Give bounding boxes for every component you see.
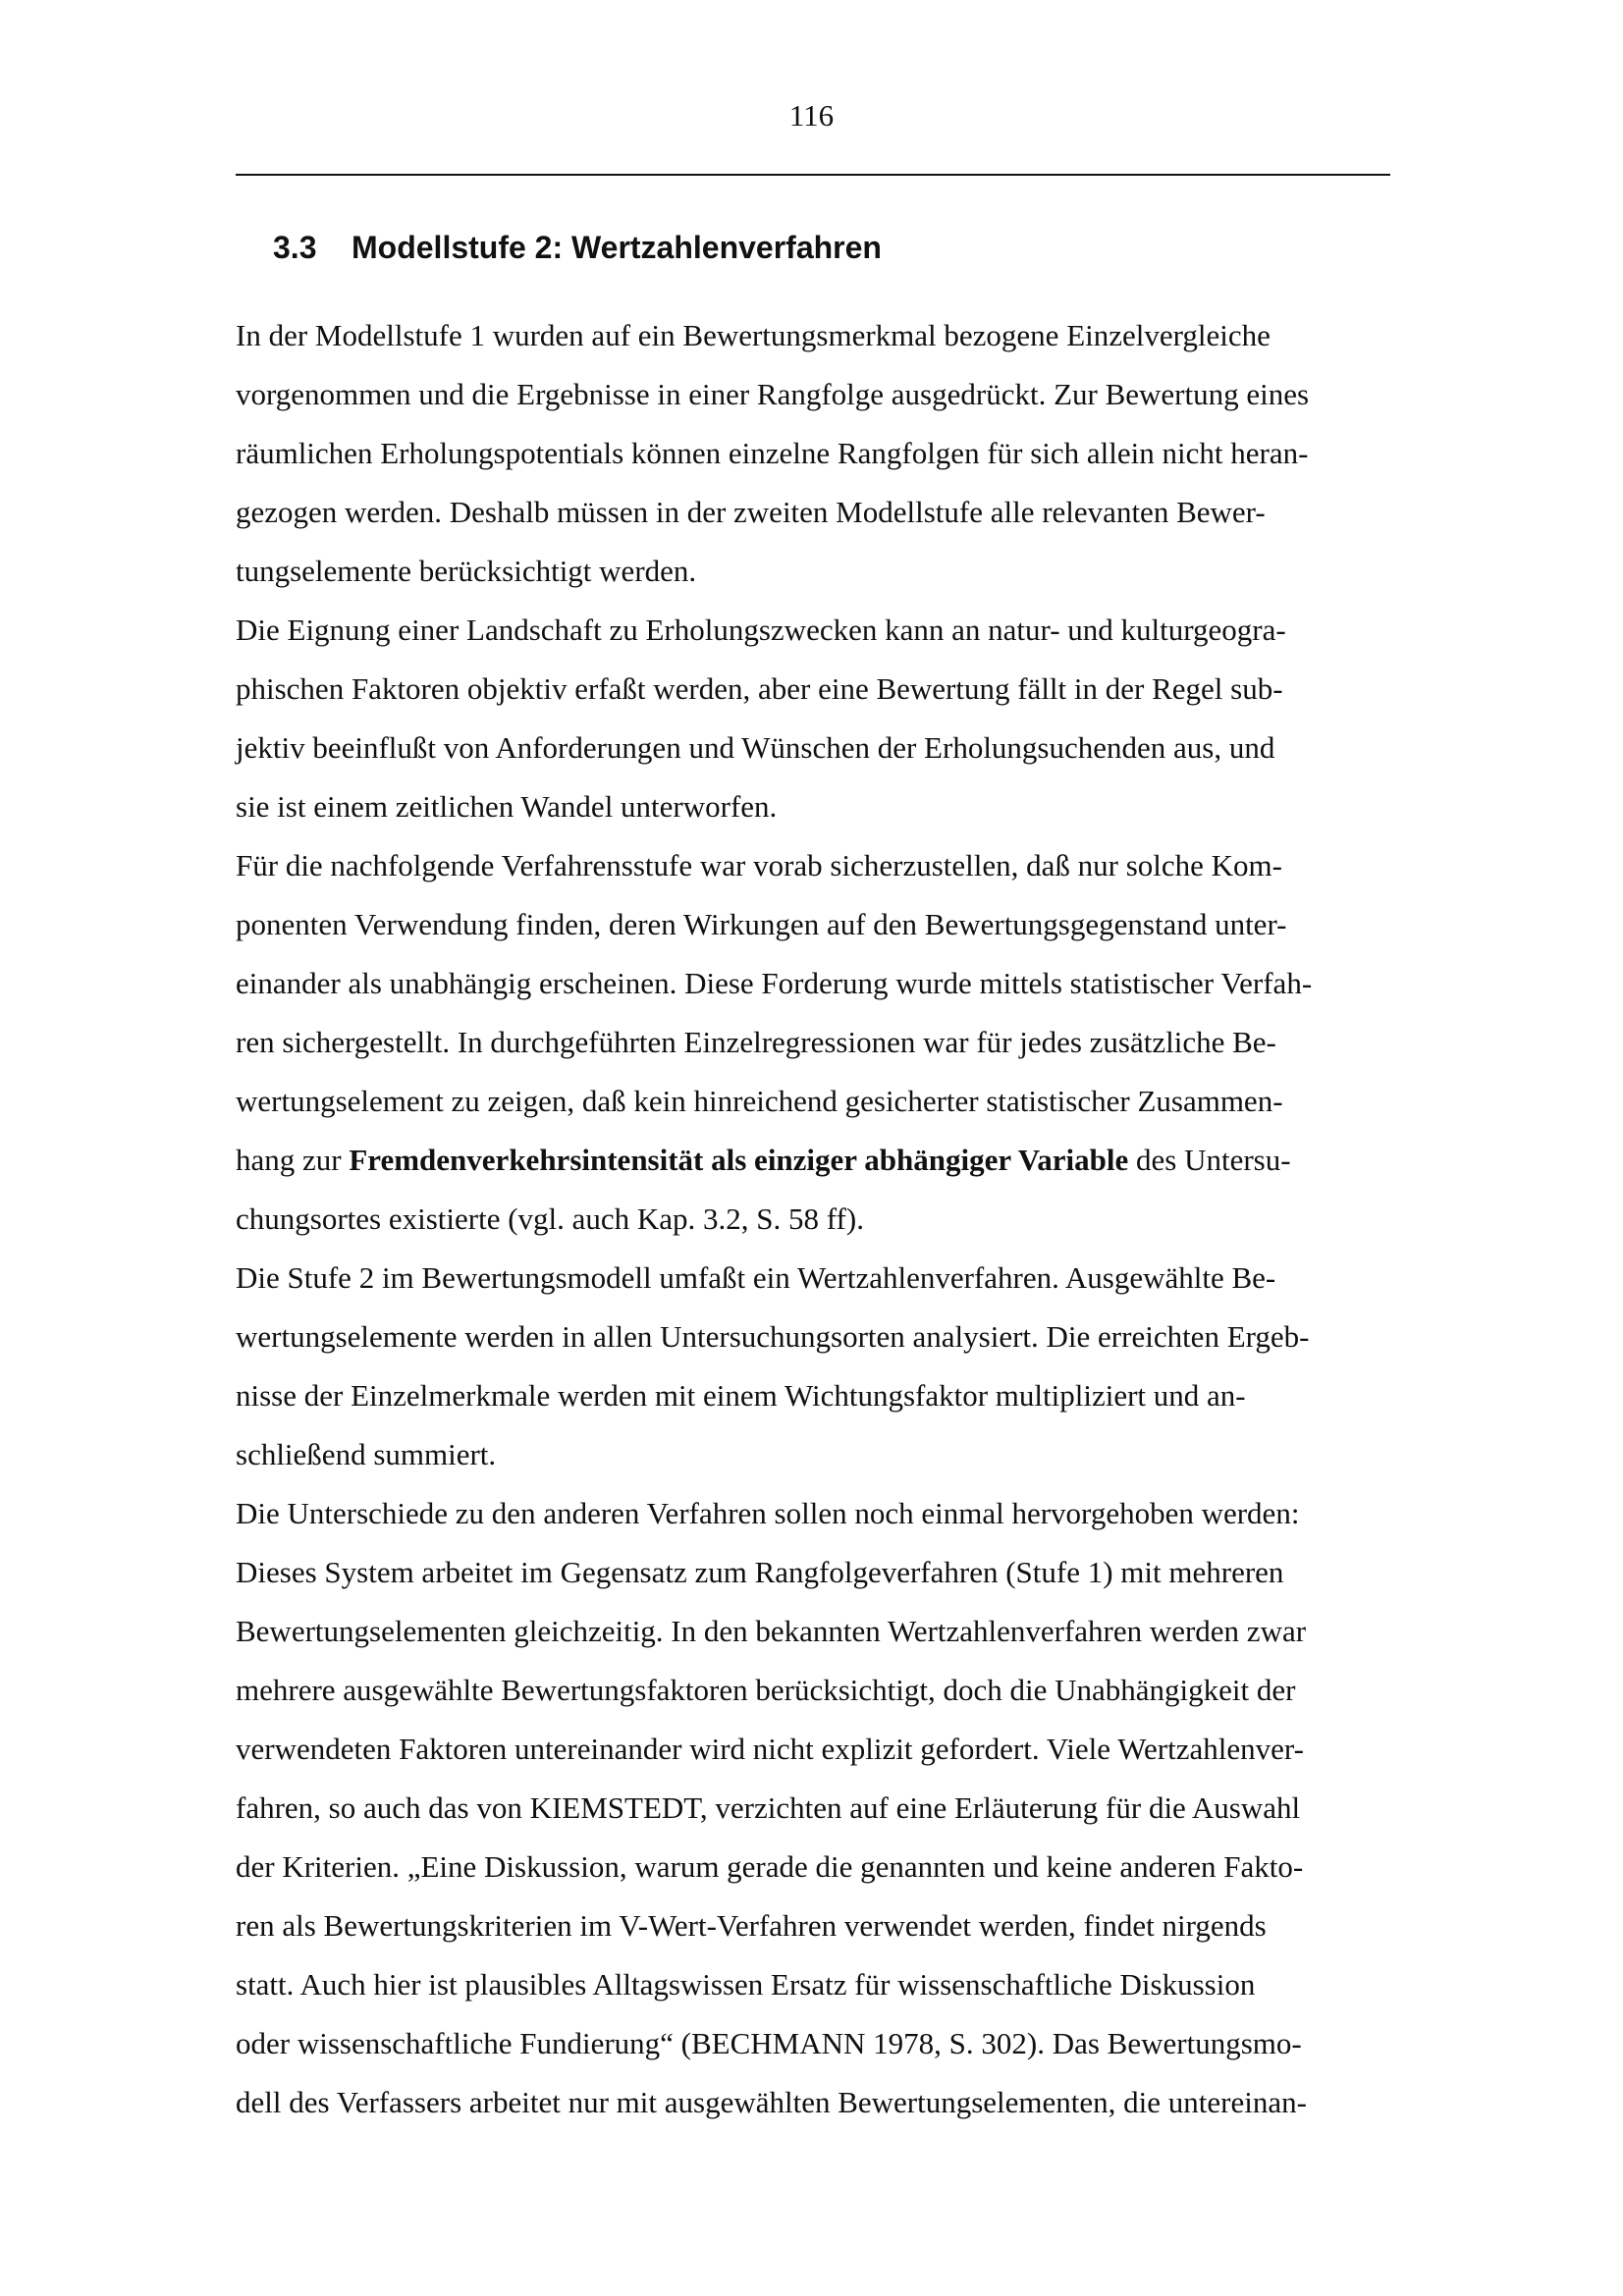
text-line: fahren, so auch das von KIEMSTEDT, verzichten auf eine Erläuterung für die Auswahl <box>236 1790 1301 1825</box>
text-line: verwendeten Faktoren untereinander wird nicht explizit gefordert. Viele Wertzahlenver- <box>236 1732 1304 1766</box>
text-line: phischen Faktoren objektiv erfaßt werden, aber eine Bewertung fällt in der Regel sub- <box>236 671 1283 706</box>
text-line: Die Unterschiede zu den anderen Verfahren sollen noch einmal hervorgehoben werden: <box>236 1496 1300 1530</box>
text-line: ponenten Verwendung finden, deren Wirkungen auf den Bewertungsgegenstand unter- <box>236 907 1287 941</box>
text-line: sie ist einem zeitlichen Wandel unterworfen. <box>236 789 778 824</box>
text-line: oder wissenschaftliche Fundierung“ (BECHMANN 1978, S. 302). Das Bewertungsmo- <box>236 2026 1302 2060</box>
text-line: vorgenommen und die Ergebnisse in einer Rangfolge ausgedrückt. Zur Bewertung eines <box>236 377 1310 411</box>
text-line: einander als unabhängig erscheinen. Diese Forderung wurde mittels statistischer Verfah- <box>236 966 1313 1000</box>
text-line: der Kriterien. „Eine Diskussion, warum gerade die genannten und keine anderen Fakto- <box>236 1849 1304 1884</box>
text-line: In der Modellstufe 1 wurden auf ein Bewertungsmerkmal bezogene Einzelvergleiche <box>236 318 1271 352</box>
text-line: schließend summiert. <box>236 1437 497 1471</box>
text-line: Die Eignung einer Landschaft zu Erholungszwecken kann an natur- und kulturgeogra- <box>236 613 1286 647</box>
text-line: dell des Verfassers arbeitet nur mit ausgewählten Bewertungselementen, die untereinan- <box>236 2085 1307 2119</box>
text-line: wertungselemente werden in allen Untersuchungsorten analysiert. Die erreichten Ergeb- <box>236 1319 1310 1354</box>
text-line: mehrere ausgewählte Bewertungsfaktoren berücksichtigt, doch die Unabhängigkeit der <box>236 1673 1296 1707</box>
body-text <box>236 312 1453 2138</box>
text-line: Dieses System arbeitet im Gegensatz zum Rangfolgeverfahren (Stufe 1) mit mehreren <box>236 1555 1284 1589</box>
text-line: statt. Auch hier ist plausibles Alltagswissen Ersatz für wissenschaftliche Diskussion <box>236 1967 1256 2002</box>
text-line: wertungselement zu zeigen, daß kein hinreichend gesicherter statistischer Zusammen- <box>236 1084 1283 1118</box>
text-line: nisse der Einzelmerkmale werden mit einem Wichtungsfaktor multipliziert und an- <box>236 1378 1246 1413</box>
text-line: räumlichen Erholungspotentials können einzelne Rangfolgen für sich allein nicht heran- <box>236 436 1309 470</box>
section-number: 3.3 <box>273 230 317 265</box>
text-line: gezogen werden. Deshalb müssen in der zweiten Modellstufe alle relevanten Bewer- <box>236 495 1266 529</box>
text-segment: hang zur <box>236 1143 350 1177</box>
text-line: ren als Bewertungskriterien im V-Wert-Verfahren verwendet werden, findet nirgends <box>236 1908 1267 1943</box>
bold-term: Fremdenverkehrsintensität als einziger abhängiger Variable <box>349 1143 1129 1177</box>
text-line: jektiv beeinflußt von Anforderungen und Wünschen der Erholungsuchenden aus, und <box>236 730 1275 765</box>
text-line: Die Stufe 2 im Bewertungsmodell umfaßt ein Wertzahlenverfahren. Ausgewählte Be- <box>236 1260 1276 1295</box>
page-number: 116 <box>788 98 835 133</box>
text-line: Für die nachfolgende Verfahrensstufe war vorab sicherzustellen, daß nur solche Kom- <box>236 848 1282 882</box>
header-rule <box>236 174 1390 176</box>
text-line: ren sichergestellt. In durchgeführten Einzelregressionen war für jedes zusätzliche Be- <box>236 1025 1276 1059</box>
text-line: Bewertungselementen gleichzeitig. In den bekannten Wertzahlenverfahren werden zwar <box>236 1614 1307 1648</box>
section-title: Modellstufe 2: Wertzahlenverfahren <box>352 230 882 265</box>
text-line-emphasis <box>236 1137 1453 1196</box>
section-heading <box>273 228 882 267</box>
text-line: tungselemente berücksichtigt werden. <box>236 554 697 588</box>
text-line: chungsortes existierte (vgl. auch Kap. 3.2, S. 58 ff). <box>236 1201 864 1236</box>
text-segment: des Untersu- <box>1128 1143 1291 1177</box>
